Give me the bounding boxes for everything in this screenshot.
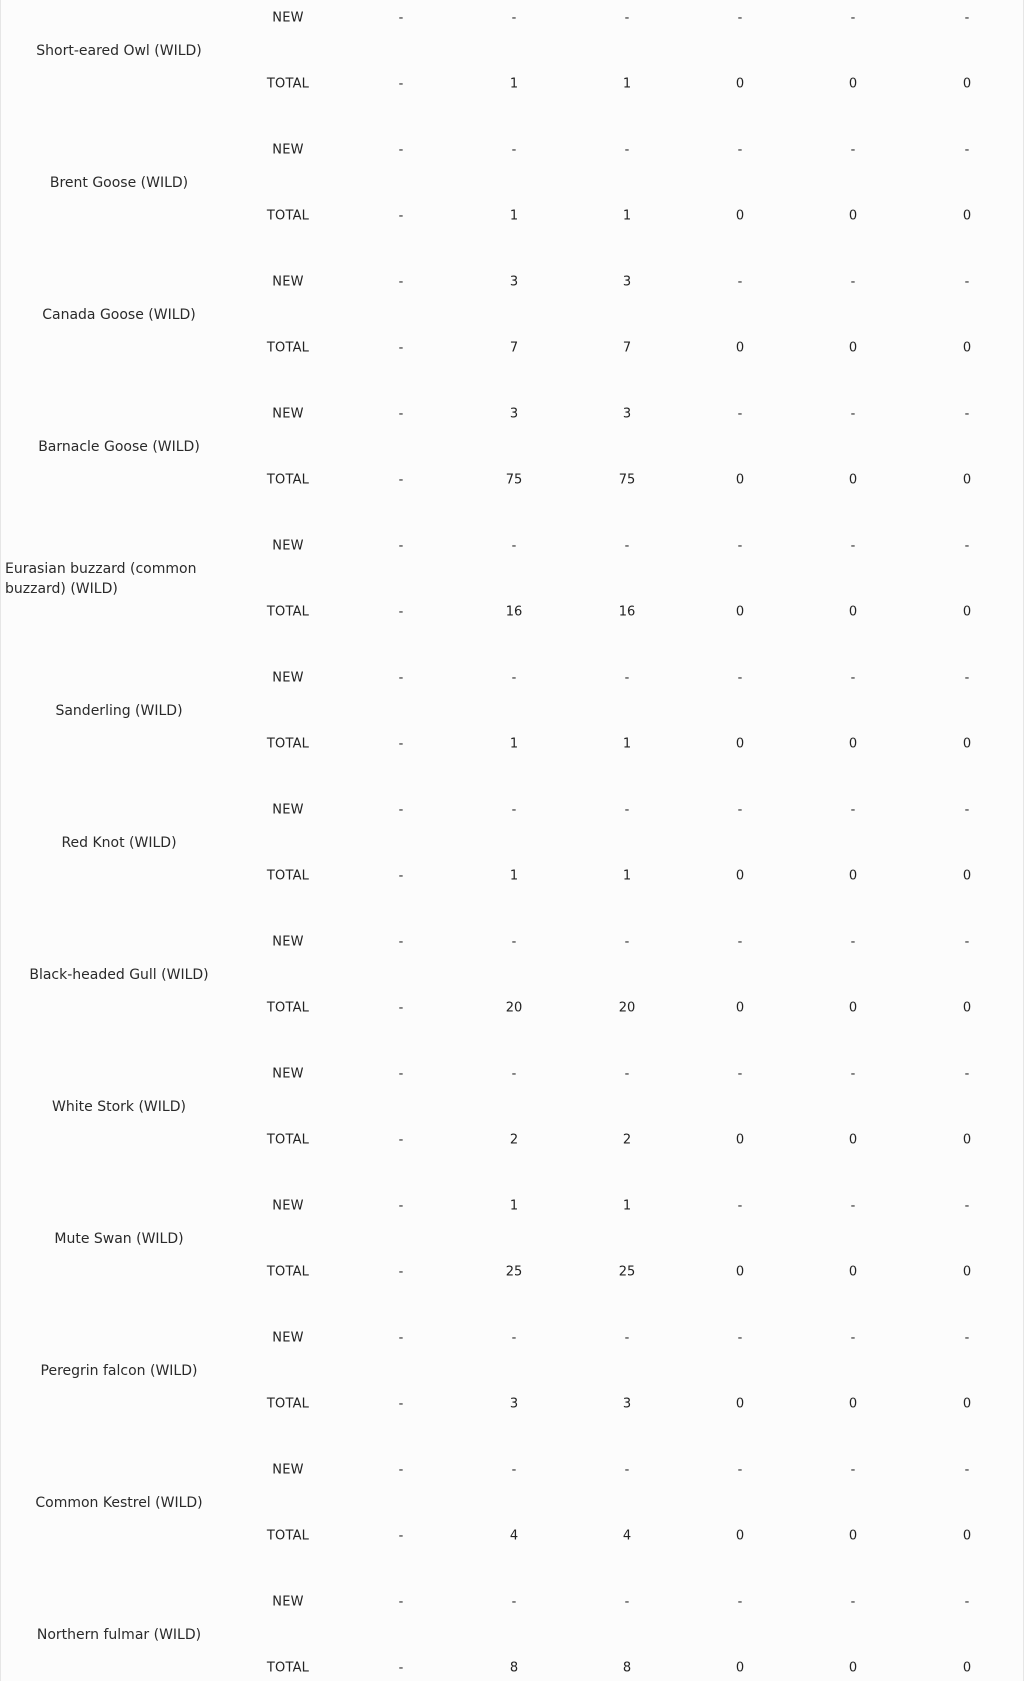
total-value-cell: - bbox=[398, 1396, 404, 1412]
total-label: TOTAL bbox=[266, 472, 310, 488]
new-label: NEW bbox=[272, 802, 304, 818]
new-value-cell: - bbox=[850, 1198, 856, 1214]
new-value-cell: - bbox=[737, 1462, 743, 1478]
new-label: NEW bbox=[272, 538, 304, 554]
species-name: Northern fulmar (WILD) bbox=[36, 1627, 202, 1643]
new-value-cell: - bbox=[737, 142, 743, 158]
total-value-cell: 0 bbox=[848, 736, 858, 752]
total-value-cell: 0 bbox=[848, 1396, 858, 1412]
new-value-cell: - bbox=[511, 142, 517, 158]
total-value-cell: 1 bbox=[622, 76, 632, 92]
new-value-cell: - bbox=[964, 1462, 970, 1478]
total-value-cell: 0 bbox=[735, 1264, 745, 1280]
total-value-cell: 1 bbox=[509, 736, 519, 752]
new-value-cell: - bbox=[964, 1198, 970, 1214]
new-value-cell: - bbox=[737, 1066, 743, 1082]
total-label: TOTAL bbox=[266, 1396, 310, 1412]
total-value-cell: 1 bbox=[509, 868, 519, 884]
new-value-cell: - bbox=[850, 1330, 856, 1346]
new-value-cell: - bbox=[624, 802, 630, 818]
species-name: Short-eared Owl (WILD) bbox=[36, 43, 202, 59]
new-value-cell: - bbox=[624, 10, 630, 26]
new-value-cell: - bbox=[398, 406, 404, 422]
total-value-cell: 2 bbox=[622, 1132, 632, 1148]
total-value-cell: 0 bbox=[848, 76, 858, 92]
total-value-cell: 25 bbox=[618, 1264, 636, 1280]
total-value-cell: 0 bbox=[848, 472, 858, 488]
new-value-cell: - bbox=[624, 670, 630, 686]
species-name: Black-headed Gull (WILD) bbox=[29, 967, 209, 983]
species-name: Common Kestrel (WILD) bbox=[35, 1495, 203, 1511]
new-value-cell: 3 bbox=[622, 406, 632, 422]
total-value-cell: 8 bbox=[509, 1660, 519, 1676]
total-value-cell: 0 bbox=[735, 76, 745, 92]
total-value-cell: 1 bbox=[509, 208, 519, 224]
total-value-cell: 0 bbox=[962, 868, 972, 884]
total-value-cell: 75 bbox=[505, 472, 523, 488]
new-value-cell: - bbox=[398, 802, 404, 818]
new-value-cell: - bbox=[964, 274, 970, 290]
total-value-cell: 20 bbox=[618, 1000, 636, 1016]
species-name: Red Knot (WILD) bbox=[61, 835, 177, 851]
new-value-cell: 3 bbox=[509, 406, 519, 422]
new-value-cell: - bbox=[737, 1330, 743, 1346]
new-value-cell: - bbox=[624, 142, 630, 158]
new-value-cell: 3 bbox=[622, 274, 632, 290]
total-value-cell: 8 bbox=[622, 1660, 632, 1676]
new-value-cell: - bbox=[624, 1462, 630, 1478]
total-value-cell: 0 bbox=[735, 604, 745, 620]
species-name: White Stork (WILD) bbox=[52, 1099, 186, 1115]
total-value-cell: 0 bbox=[962, 208, 972, 224]
new-label: NEW bbox=[272, 1066, 304, 1082]
total-value-cell: 0 bbox=[735, 1000, 745, 1016]
total-value-cell: 16 bbox=[618, 604, 636, 620]
new-value-cell: - bbox=[964, 406, 970, 422]
total-value-cell: 0 bbox=[962, 1396, 972, 1412]
total-value-cell: 4 bbox=[622, 1528, 632, 1544]
total-value-cell: 1 bbox=[509, 76, 519, 92]
species-name: Sanderling (WILD) bbox=[55, 703, 183, 719]
total-value-cell: - bbox=[398, 208, 404, 224]
new-value-cell: - bbox=[964, 670, 970, 686]
total-value-cell: 0 bbox=[848, 868, 858, 884]
total-label: TOTAL bbox=[266, 1264, 310, 1280]
new-value-cell: 1 bbox=[509, 1198, 519, 1214]
new-value-cell: - bbox=[850, 142, 856, 158]
total-value-cell: 25 bbox=[505, 1264, 523, 1280]
new-value-cell: - bbox=[850, 802, 856, 818]
total-value-cell: 75 bbox=[618, 472, 636, 488]
new-value-cell: - bbox=[737, 1198, 743, 1214]
new-value-cell: - bbox=[737, 274, 743, 290]
total-value-cell: - bbox=[398, 1660, 404, 1676]
total-value-cell: - bbox=[398, 1264, 404, 1280]
total-value-cell: 2 bbox=[509, 1132, 519, 1148]
new-value-cell: - bbox=[737, 538, 743, 554]
new-value-cell: - bbox=[850, 934, 856, 950]
new-value-cell: - bbox=[398, 1198, 404, 1214]
new-value-cell: - bbox=[737, 670, 743, 686]
total-label: TOTAL bbox=[266, 1660, 310, 1676]
species-name: Brent Goose (WILD) bbox=[49, 175, 189, 191]
total-value-cell: 0 bbox=[848, 340, 858, 356]
total-value-cell: 3 bbox=[509, 1396, 519, 1412]
new-value-cell: - bbox=[737, 406, 743, 422]
total-value-cell: 0 bbox=[848, 1528, 858, 1544]
total-value-cell: 0 bbox=[962, 340, 972, 356]
total-value-cell: 0 bbox=[735, 736, 745, 752]
total-value-cell: 0 bbox=[962, 76, 972, 92]
new-label: NEW bbox=[272, 406, 304, 422]
total-value-cell: 3 bbox=[622, 1396, 632, 1412]
total-value-cell: - bbox=[398, 604, 404, 620]
new-value-cell: - bbox=[850, 10, 856, 26]
new-value-cell: - bbox=[850, 1462, 856, 1478]
total-value-cell: 0 bbox=[962, 1660, 972, 1676]
new-label: NEW bbox=[272, 1330, 304, 1346]
new-value-cell: - bbox=[511, 670, 517, 686]
total-value-cell: 20 bbox=[505, 1000, 523, 1016]
new-value-cell: - bbox=[624, 1330, 630, 1346]
total-value-cell: - bbox=[398, 868, 404, 884]
new-value-cell: - bbox=[850, 406, 856, 422]
new-label: NEW bbox=[272, 10, 304, 26]
total-value-cell: 0 bbox=[848, 1132, 858, 1148]
total-value-cell: 4 bbox=[509, 1528, 519, 1544]
total-value-cell: 0 bbox=[848, 1264, 858, 1280]
new-value-cell: - bbox=[511, 1066, 517, 1082]
new-value-cell: - bbox=[964, 10, 970, 26]
total-label: TOTAL bbox=[266, 1000, 310, 1016]
new-value-cell: - bbox=[964, 1594, 970, 1610]
total-value-cell: 0 bbox=[962, 1528, 972, 1544]
total-value-cell: 0 bbox=[735, 868, 745, 884]
total-label: TOTAL bbox=[266, 736, 310, 752]
total-label: TOTAL bbox=[266, 1528, 310, 1544]
new-value-cell: - bbox=[737, 934, 743, 950]
total-value-cell: - bbox=[398, 1000, 404, 1016]
total-label: TOTAL bbox=[266, 1132, 310, 1148]
new-value-cell: - bbox=[398, 1594, 404, 1610]
species-name: Canada Goose (WILD) bbox=[42, 307, 196, 323]
total-value-cell: 0 bbox=[962, 736, 972, 752]
new-label: NEW bbox=[272, 274, 304, 290]
new-value-cell: - bbox=[964, 142, 970, 158]
total-label: TOTAL bbox=[266, 868, 310, 884]
new-value-cell: 1 bbox=[622, 1198, 632, 1214]
new-value-cell: - bbox=[511, 1462, 517, 1478]
total-value-cell: 0 bbox=[735, 472, 745, 488]
new-value-cell: - bbox=[737, 10, 743, 26]
species-name: Mute Swan (WILD) bbox=[54, 1231, 184, 1247]
new-value-cell: - bbox=[964, 802, 970, 818]
total-label: TOTAL bbox=[266, 208, 310, 224]
total-value-cell: 0 bbox=[848, 1660, 858, 1676]
new-value-cell: - bbox=[850, 670, 856, 686]
new-value-cell: - bbox=[398, 538, 404, 554]
new-value-cell: - bbox=[964, 538, 970, 554]
new-value-cell: - bbox=[398, 1066, 404, 1082]
new-value-cell: - bbox=[398, 1330, 404, 1346]
total-value-cell: 0 bbox=[962, 472, 972, 488]
new-value-cell: - bbox=[624, 1594, 630, 1610]
new-value-cell: - bbox=[398, 934, 404, 950]
total-label: TOTAL bbox=[266, 604, 310, 620]
new-value-cell: - bbox=[850, 1066, 856, 1082]
total-value-cell: 1 bbox=[622, 736, 632, 752]
new-value-cell: - bbox=[398, 670, 404, 686]
new-value-cell: - bbox=[737, 802, 743, 818]
total-value-cell: 0 bbox=[735, 1660, 745, 1676]
new-value-cell: - bbox=[624, 1066, 630, 1082]
new-value-cell: - bbox=[511, 1594, 517, 1610]
new-label: NEW bbox=[272, 1594, 304, 1610]
total-value-cell: 0 bbox=[962, 604, 972, 620]
new-label: NEW bbox=[272, 142, 304, 158]
new-value-cell: - bbox=[850, 1594, 856, 1610]
species-name: Eurasian buzzard (common buzzard) (WILD) bbox=[5, 561, 197, 597]
new-value-cell: - bbox=[624, 538, 630, 554]
total-value-cell: - bbox=[398, 1528, 404, 1544]
new-value-cell: - bbox=[511, 802, 517, 818]
total-value-cell: 0 bbox=[848, 1000, 858, 1016]
total-label: TOTAL bbox=[266, 340, 310, 356]
total-value-cell: - bbox=[398, 76, 404, 92]
species-name: Barnacle Goose (WILD) bbox=[38, 439, 200, 455]
total-value-cell: 0 bbox=[735, 340, 745, 356]
new-value-cell: 3 bbox=[509, 274, 519, 290]
new-label: NEW bbox=[272, 934, 304, 950]
total-value-cell: 1 bbox=[622, 868, 632, 884]
total-value-cell: 0 bbox=[848, 208, 858, 224]
total-value-cell: 0 bbox=[848, 604, 858, 620]
new-value-cell: - bbox=[511, 538, 517, 554]
new-value-cell: - bbox=[850, 274, 856, 290]
new-value-cell: - bbox=[398, 10, 404, 26]
total-value-cell: 0 bbox=[735, 1132, 745, 1148]
total-value-cell: 0 bbox=[735, 208, 745, 224]
new-value-cell: - bbox=[398, 1462, 404, 1478]
total-value-cell: - bbox=[398, 472, 404, 488]
new-value-cell: - bbox=[964, 1330, 970, 1346]
new-value-cell: - bbox=[850, 538, 856, 554]
new-value-cell: - bbox=[964, 934, 970, 950]
new-value-cell: - bbox=[737, 1594, 743, 1610]
new-value-cell: - bbox=[398, 142, 404, 158]
total-value-cell: 0 bbox=[735, 1528, 745, 1544]
total-value-cell: 0 bbox=[962, 1000, 972, 1016]
new-value-cell: - bbox=[624, 934, 630, 950]
total-value-cell: 16 bbox=[505, 604, 523, 620]
new-label: NEW bbox=[272, 1462, 304, 1478]
total-value-cell: 7 bbox=[622, 340, 632, 356]
new-value-cell: - bbox=[398, 274, 404, 290]
total-value-cell: - bbox=[398, 1132, 404, 1148]
total-label: TOTAL bbox=[266, 76, 310, 92]
new-value-cell: - bbox=[511, 1330, 517, 1346]
species-name: Peregrin falcon (WILD) bbox=[40, 1363, 198, 1379]
total-value-cell: - bbox=[398, 736, 404, 752]
total-value-cell: 1 bbox=[622, 208, 632, 224]
new-value-cell: - bbox=[511, 10, 517, 26]
total-value-cell: 0 bbox=[735, 1396, 745, 1412]
new-value-cell: - bbox=[511, 934, 517, 950]
total-value-cell: - bbox=[398, 340, 404, 356]
new-label: NEW bbox=[272, 1198, 304, 1214]
new-label: NEW bbox=[272, 670, 304, 686]
total-value-cell: 0 bbox=[962, 1132, 972, 1148]
new-value-cell: - bbox=[964, 1066, 970, 1082]
total-value-cell: 7 bbox=[509, 340, 519, 356]
total-value-cell: 0 bbox=[962, 1264, 972, 1280]
